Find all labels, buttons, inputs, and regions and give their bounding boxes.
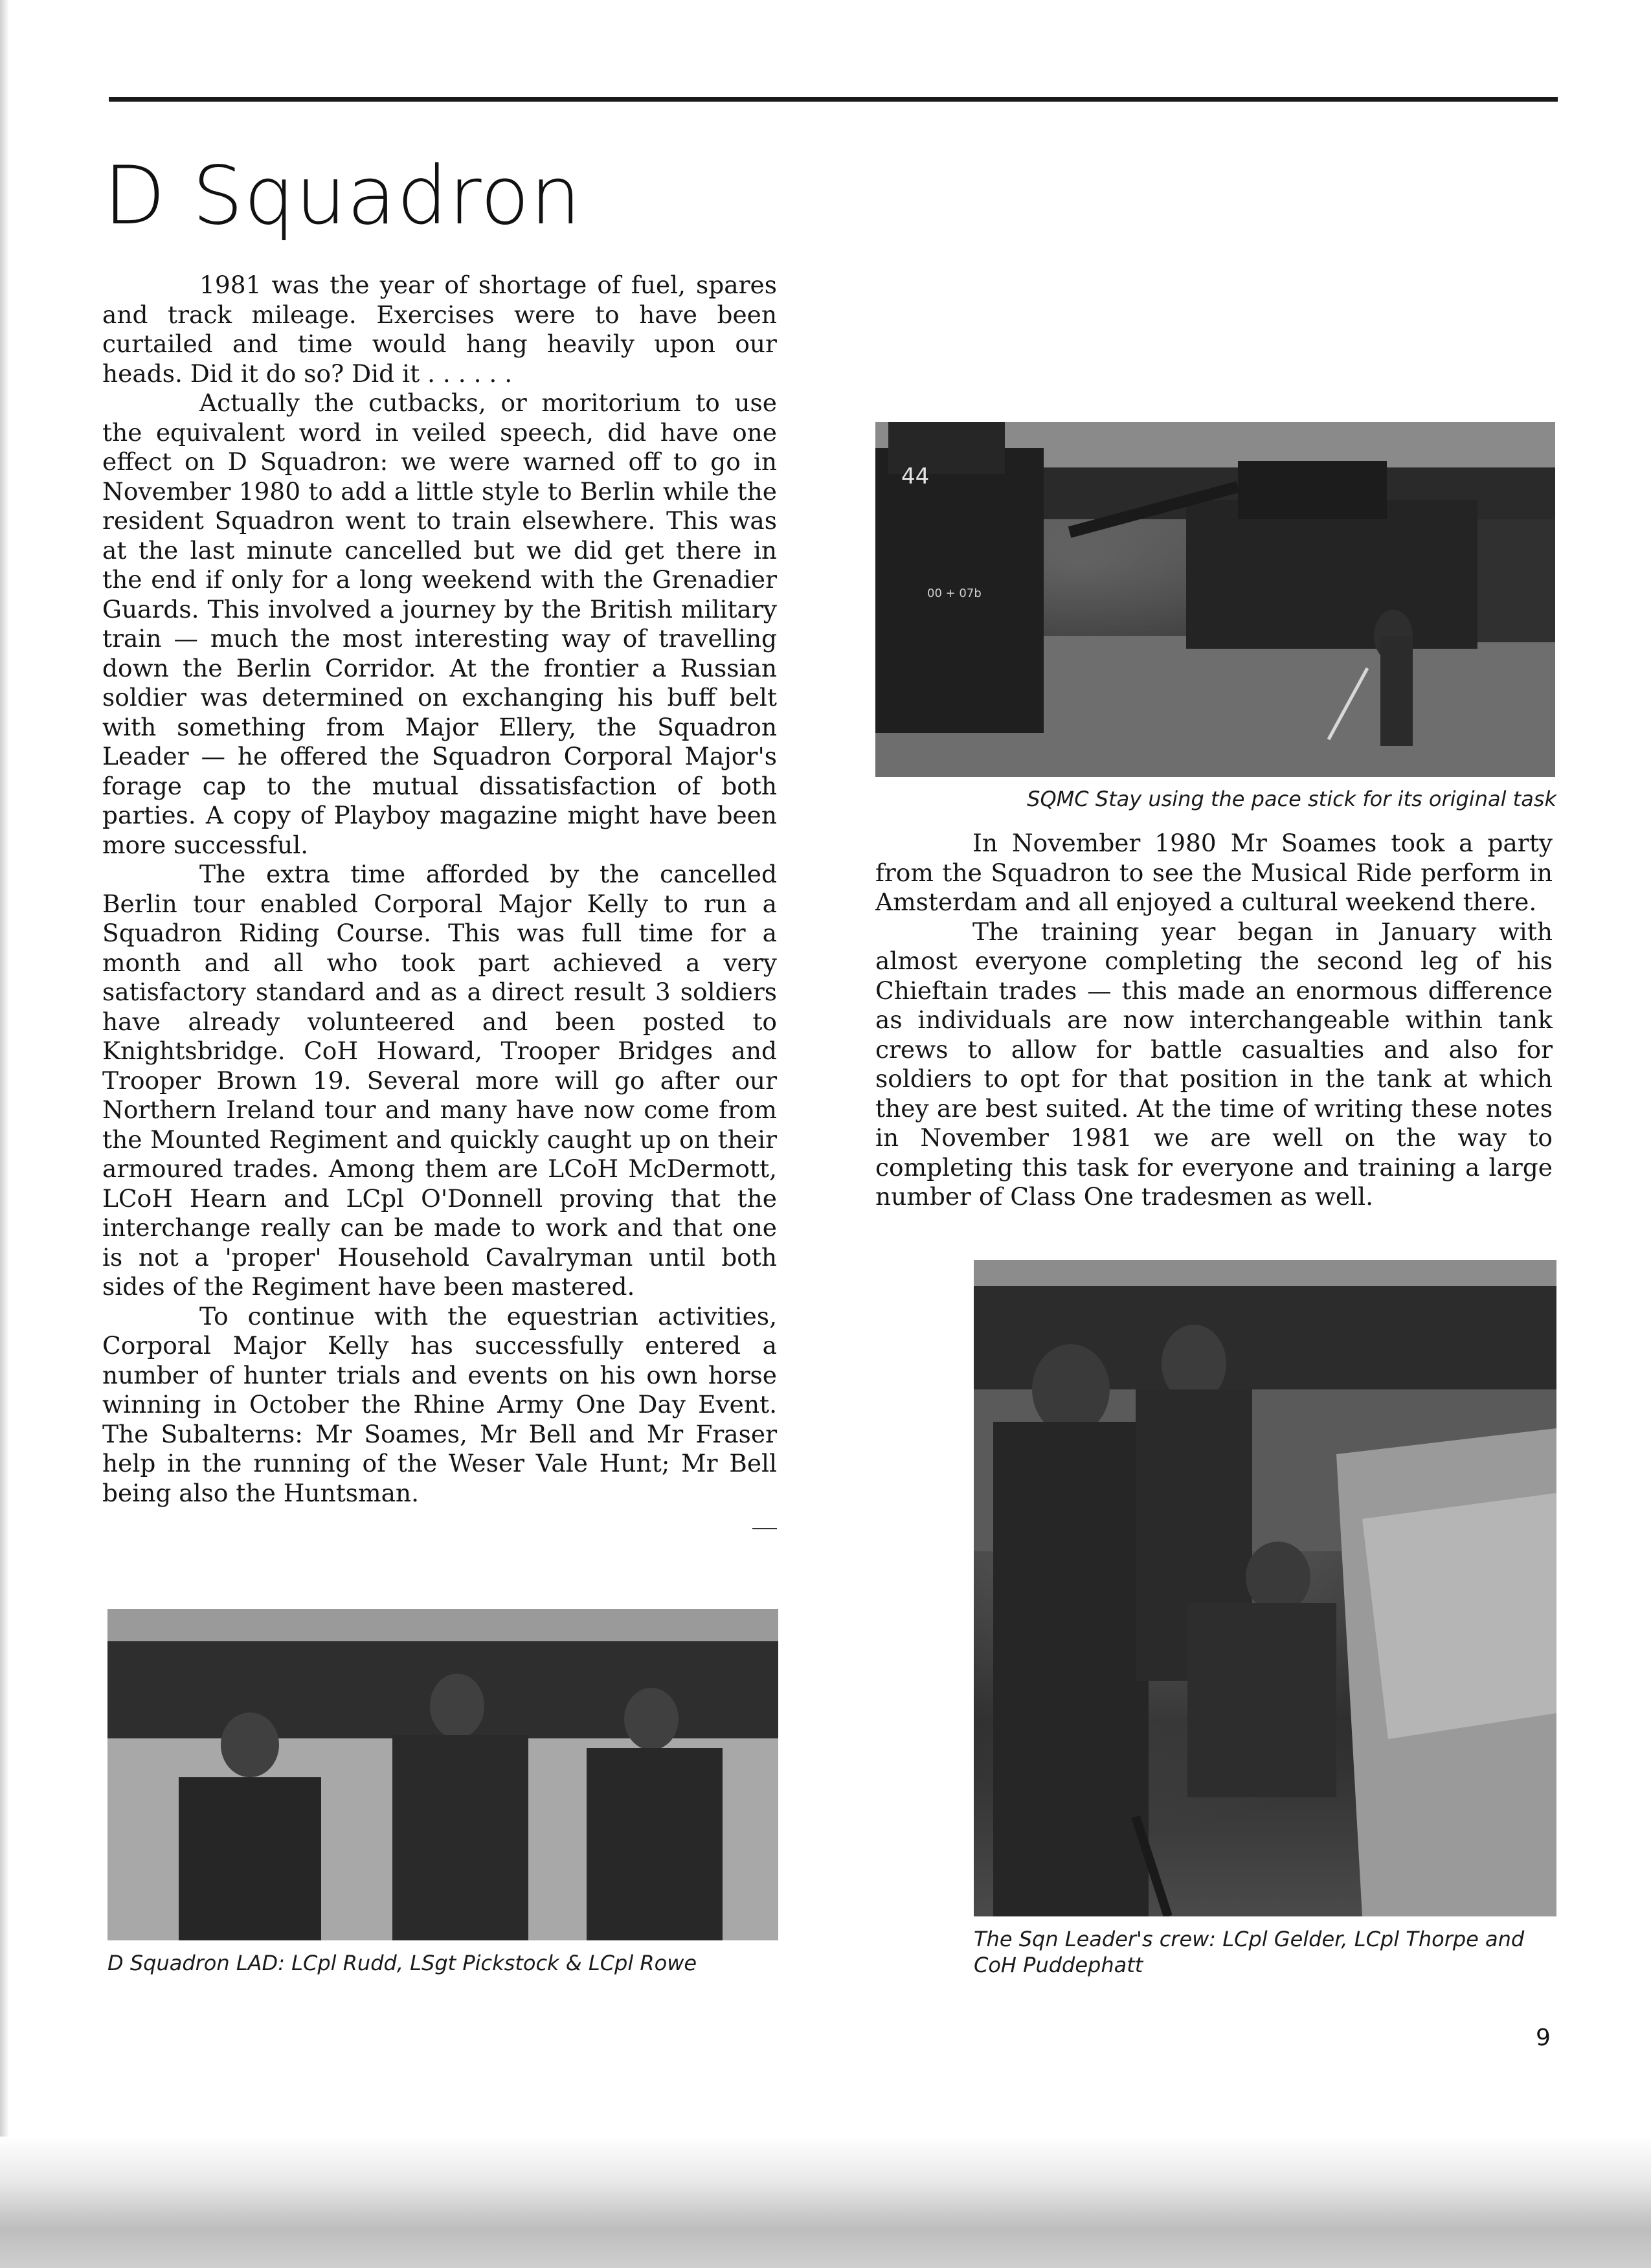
divider <box>752 1528 777 1529</box>
bottom-scan-shadow <box>0 2137 1651 2268</box>
crew-photo-drawing <box>974 1260 1556 1916</box>
paragraph: The training year began in January with almost everyone completing the second leg of his Chieftain trades — this made an enormous difference as individuals are now interchangeable within tank crews to allow for battle casualties and also for soldiers to opt for that position in the tank at which they are best suited. At the time of writing these notes in November 1981 we are well on the way to completing this task for everyone and training a large number of Class One tradesmen as well. <box>875 917 1553 1211</box>
soldier-seated-head <box>1246 1542 1310 1613</box>
tank-centre <box>1186 500 1477 649</box>
crew-photo <box>974 1260 1556 1916</box>
soldier-centre-head <box>430 1674 484 1738</box>
paragraph: Actually the cutbacks, or moritorium to use the equivalent word in veiled speech, did have one effect on D Squadron: we were warned off to go in November 1980 to add a little style to Berlin while the resident Squadron went to train elsewhere. This was at the last minute cancelled but we did get there in the end if only for a long weekend with the Grenadier Guards. This involved a journey by the British military train — much the most interesting way of travelling down the Berlin Corridor. At the frontier a Russian soldier was determined on exchanging his buff belt with something from Major Ellery, the Squadron Leader — he offered the Squadron Corporal Major's forage cap to the mutual dissatisfaction of both parties. A copy of Playboy magazine might have been more successful. <box>102 388 777 859</box>
soldier-legs <box>1380 636 1413 746</box>
soldier-left-body <box>993 1422 1149 1916</box>
hull-plate: 00 + 07b <box>927 587 982 600</box>
header-rule <box>109 97 1558 102</box>
hull-number: 44 <box>901 464 930 489</box>
soldier-seated-body <box>1187 1603 1336 1797</box>
lad-photo-drawing <box>107 1609 778 1940</box>
paragraph: To continue with the equestrian activities, Corporal Major Kelly has successfully entered a number of hunter trials and events on his own horse winning in October the Rhine Army One Day Event. The Subalterns: Mr Soames, Mr Bell and Mr Fraser help in the running of the Weser Vale Hunt; Mr Bell being also the Huntsman. <box>102 1301 777 1507</box>
lad-photo <box>107 1609 778 1940</box>
soldier-left-head <box>1032 1344 1110 1435</box>
tank-armour-plate <box>1362 1493 1556 1739</box>
page-number: 9 <box>1536 2025 1551 2051</box>
paragraph: In November 1980 Mr Soames took a party from the Squadron to see the Musical Ride perform in Amsterdam and all enjoyed a cultural weekend there. <box>875 829 1553 916</box>
soldier-right-body <box>587 1748 723 1940</box>
soldier-right-head <box>624 1688 679 1750</box>
paragraph: 1981 was the year of shortage of fuel, spares and track mileage. Exercises were to have been curtailed and time would hang heavily upon our heads. Did it do so? Did it . . . . . . <box>102 271 777 388</box>
tanks-photo-drawing <box>875 422 1555 777</box>
soldier-left-head <box>221 1712 279 1777</box>
crew-caption: The Sqn Leader's crew: LCpl Gelder, LCpl Thorpe and CoH Puddephatt <box>974 1927 1525 1977</box>
right-column <box>875 829 1553 1212</box>
paragraph: The extra time afforded by the cancelled Berlin tour enabled Corporal Major Kelly to run a Squadron Riding Course. This was full time for a month and all who took part achieved a very satisfactory standard and as a direct result 3 soldiers have already volunteered and been posted to Knightsbridge. CoH Howard, Trooper Bridges and Trooper Brown 19. Several more will go after our Northern Ireland tour and many have now come from the Mounted Regiment and quickly caught up on their armoured trades. Among them are LCoH McDermott, LCoH Hearn and LCpl O'Donnell proving that the interchange really can be made to work and that one is not a 'proper' Household Cavalryman until both sides of the Regiment have been mastered. <box>102 860 777 1301</box>
tanks-caption: SQMC Stay using the pace stick for its original task <box>1027 787 1556 811</box>
lad-caption: D Squadron LAD: LCpl Rudd, LSgt Pickstock & LCpl Rowe <box>107 1951 697 1975</box>
left-column <box>102 271 777 1508</box>
tank-right <box>1477 519 1555 642</box>
soldier-centre-body <box>392 1735 528 1940</box>
page-edge-shadow <box>0 0 9 2268</box>
page-title: D Squadron <box>104 150 582 243</box>
soldier-left-body <box>179 1777 321 1940</box>
tanks-photo <box>875 422 1555 777</box>
tank-centre-turret <box>1238 461 1387 519</box>
